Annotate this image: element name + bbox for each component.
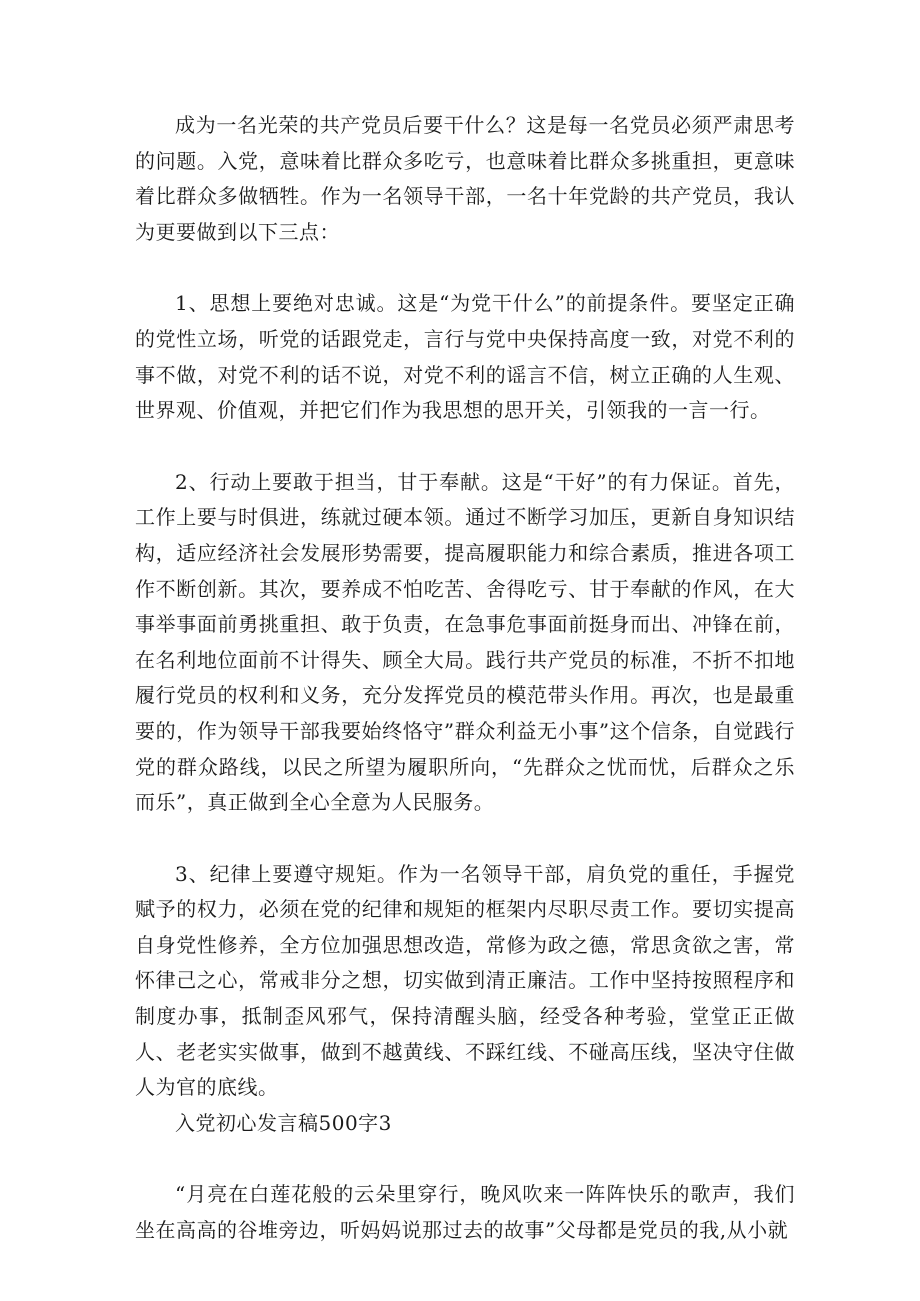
point-1-paragraph: 1、思想上要绝对忠诚。这是“为党干什么”的前提条件。要坚定正确的党性立场，听党的话跟党走，言行与党中央保持高度一致，对党不利的事不做，对党不利的话不说，对党不利的谣言不信，树立正确的人生观、世界观、价值观，并把它们作为我思想的思开关，引领我的一言一行。: [135, 291, 795, 423]
section-title: 入党初心发言稿500字3: [175, 1110, 392, 1135]
point-3-paragraph: 3、纪律上要遵守规矩。作为一名领导干部，肩负党的重任，手握党赋予的权力，必须在党的纪律和规矩的框架内尽职尽责工作。要切实提高自身党性修养，全方位加强思想改造，常修为政之德，常思贪欲之害，常怀律己之心，常戒非分之想，切实做到清正廉洁。工作中坚持按照程序和制度办事，抵制歪风邪气，保持清醒头脑，经受各种考验，堂堂正正做人、老老实实做事，做到不越黄线、不踩红线、不碰高压线，坚决守住做人为官的底线。: [135, 861, 795, 1100]
intro-paragraph: 成为一名光荣的共产党员后要干什么？这是每一名党员必须严肃思考的问题。入党，意味着比群众多吃亏，也意味着比群众多挑重担，更意味着比群众多做牺牲。作为一名领导干部，一名十年党龄的共产党员，我认为更要做到以下三点：: [135, 113, 795, 244]
closing-paragraph: “月亮在白莲花般的云朵里穿行，晚风吹来一阵阵快乐的歌声，我们坐在高高的谷堆旁边，听妈妈说那过去的故事”父母都是党员的我,从小就: [135, 1182, 795, 1243]
point-2-paragraph: 2、行动上要敢于担当，甘于奉献。这是“干好”的有力保证。首先，工作上要与时俱进，练就过硬本领。通过不断学习加压，更新自身知识结构，适应经济社会发展形势需要，提高履职能力和综合素质，推进各项工作不断创新。其次，要养成不怕吃苦、舍得吃亏、甘于奉献的作风，在大事举事面前勇挑重担、敢于负责，在急事危事面前挺身而出、冲锋在前，在名利地位面前不计得失、顾全大局。践行共产党员的标准，不折不扣地履行党员的权利和义务，充分发挥党员的模范带头作用。再次，也是最重要的，作为领导干部我要始终恪守”群众利益无小事”这个信条，自觉践行党的群众路线，以民之所望为履职所向，“先群众之忧而忧，后群众之乐而乐”，真正做到全心全意为人民服务。: [135, 469, 795, 815]
document-body: [135, 108, 795, 1249]
